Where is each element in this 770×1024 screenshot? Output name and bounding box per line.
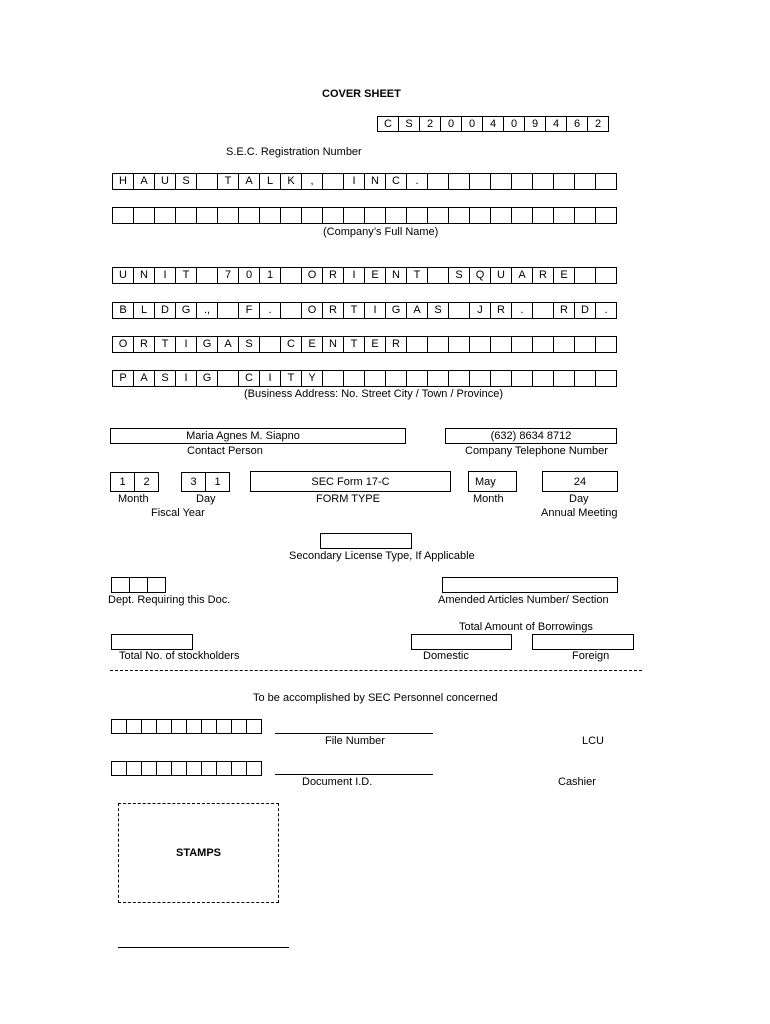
address-cell: E: [554, 268, 575, 283]
company-name-cell: I: [344, 174, 365, 189]
address-cell: [596, 371, 617, 386]
address-cell: C: [239, 371, 260, 386]
form-type-label: FORM TYPE: [316, 493, 380, 505]
company-name-cell: [386, 208, 407, 223]
company-name-cell: [533, 174, 554, 189]
document-id-cell: [247, 762, 262, 775]
address-cell: R: [386, 337, 407, 352]
company-name-cell: [155, 208, 176, 223]
company-name-cell: [260, 208, 281, 223]
company-name-cell: [218, 208, 239, 223]
file-number-cell: [187, 720, 202, 733]
company-name-cell: U: [155, 174, 176, 189]
annual-meeting-label: Annual Meeting: [541, 507, 618, 519]
address-cell: [575, 337, 596, 352]
document-id-cell: [127, 762, 142, 775]
address-cell: [512, 371, 533, 386]
file-number-cell: [127, 720, 142, 733]
document-id-label: Document I.D.: [302, 776, 373, 788]
address-cell: N: [323, 337, 344, 352]
address-cell: S: [239, 337, 260, 352]
company-name-cell: [197, 174, 218, 189]
sec-registration-cell: 0: [504, 117, 525, 131]
stamps-label: STAMPS: [175, 847, 222, 859]
contact-person-field[interactable]: [110, 428, 406, 444]
secondary-license-field[interactable]: [320, 533, 412, 549]
address-cell: R: [323, 268, 344, 283]
company-name-cell: [365, 208, 386, 223]
address-row-2: [112, 302, 617, 319]
amended-articles-field[interactable]: [442, 577, 618, 593]
address-cell: [218, 371, 239, 386]
address-cell: R: [491, 303, 512, 318]
business-address-label: (Business Address: No. Street City / Town / Province): [244, 388, 504, 400]
address-cell: [449, 337, 470, 352]
separator-line: [110, 670, 642, 671]
address-cell: I: [260, 371, 281, 386]
company-name-cell: [323, 208, 344, 223]
annual-month-field[interactable]: [468, 471, 517, 492]
address-cell: U: [491, 268, 512, 283]
address-cell: 7: [218, 268, 239, 283]
file-number-cell: [172, 720, 187, 733]
company-name-cell: L: [260, 174, 281, 189]
address-cell: [197, 268, 218, 283]
file-number-cell: [232, 720, 247, 733]
address-cell: I: [155, 268, 176, 283]
company-name-cell: [554, 174, 575, 189]
company-name-cell: S: [176, 174, 197, 189]
address-cell: [449, 371, 470, 386]
address-cell: G: [386, 303, 407, 318]
address-cell: [281, 303, 302, 318]
annual-day-label: Day: [569, 493, 589, 505]
file-number-grid[interactable]: [111, 719, 262, 734]
company-name-cell: [575, 208, 596, 223]
company-name-cell: N: [365, 174, 386, 189]
company-name-cell: [449, 208, 470, 223]
address-cell: S: [155, 371, 176, 386]
company-name-cell: [470, 208, 491, 223]
company-name-cell: .: [407, 174, 428, 189]
address-cell: T: [344, 303, 365, 318]
fiscal-day-label: Day: [196, 493, 216, 505]
address-cell: O: [302, 303, 323, 318]
sec-registration-grid: [377, 116, 609, 132]
file-number-cell: [157, 720, 172, 733]
sec-registration-cell: 4: [546, 117, 567, 131]
address-cell: G: [197, 337, 218, 352]
address-cell: [407, 371, 428, 386]
form-type-field[interactable]: [250, 471, 451, 492]
address-cell: [365, 371, 386, 386]
document-id-line: [275, 774, 433, 775]
address-cell: R: [134, 337, 155, 352]
fiscal-month-label: Month: [118, 493, 149, 505]
address-cell: A: [407, 303, 428, 318]
address-cell: [596, 268, 617, 283]
address-cell: I: [176, 337, 197, 352]
dept-cell: [130, 578, 148, 592]
sec-registration-label: S.E.C. Registration Number: [226, 146, 362, 158]
signature-line: [118, 947, 289, 948]
dept-label: Dept. Requiring this Doc.: [108, 594, 231, 606]
address-cell: [407, 337, 428, 352]
address-cell: I: [365, 303, 386, 318]
annual-day-field[interactable]: [542, 471, 618, 492]
address-cell: [386, 371, 407, 386]
company-name-cell: [491, 174, 512, 189]
address-cell: S: [449, 268, 470, 283]
company-name-row-2: [112, 207, 617, 224]
address-cell: [575, 268, 596, 283]
fiscal-month-grid: [110, 472, 159, 492]
stockholders-label: Total No. of stockholders: [119, 650, 240, 662]
company-name-cell: [281, 208, 302, 223]
address-cell: 0: [239, 268, 260, 283]
address-cell: [428, 371, 449, 386]
address-cell: [554, 337, 575, 352]
stamps-box: [118, 803, 279, 903]
document-id-cell: [232, 762, 247, 775]
company-name-cell: ,: [302, 174, 323, 189]
address-cell: Y: [302, 371, 323, 386]
amended-articles-label: Amended Articles Number/ Section: [438, 594, 609, 606]
address-cell: E: [365, 268, 386, 283]
address-cell: [596, 337, 617, 352]
document-id-cell: [157, 762, 172, 775]
secondary-license-label: Secondary License Type, If Applicable: [289, 550, 475, 562]
lcu-label: LCU: [582, 735, 605, 747]
address-cell: I: [344, 268, 365, 283]
company-name-cell: [596, 174, 617, 189]
company-name-cell: K: [281, 174, 302, 189]
address-cell: O: [302, 268, 323, 283]
contact-person-value: Maria Agnes M. Siapno: [186, 430, 300, 442]
address-cell: I: [176, 371, 197, 386]
address-row-3: [112, 336, 617, 353]
address-cell: [323, 371, 344, 386]
address-row-4: [112, 370, 617, 387]
document-id-cell: [142, 762, 157, 775]
annual-day-value: 24: [573, 475, 587, 488]
contact-person-label: Contact Person: [187, 445, 263, 457]
dept-grid[interactable]: [111, 577, 166, 593]
address-cell: [491, 337, 512, 352]
address-cell: [428, 337, 449, 352]
sec-registration-cell: C: [378, 117, 399, 131]
address-cell: [344, 371, 365, 386]
sec-registration-cell: 2: [420, 117, 441, 131]
file-number-cell: [247, 720, 262, 733]
address-cell: R: [554, 303, 575, 318]
address-cell: .,: [197, 303, 218, 318]
telephone-field[interactable]: [445, 428, 617, 444]
telephone-value: (632) 8634 8712: [490, 430, 572, 442]
address-cell: [281, 268, 302, 283]
address-cell: T: [155, 337, 176, 352]
form-type-value: SEC Form 17-C: [311, 475, 390, 488]
cashier-label: Cashier: [558, 776, 596, 788]
company-name-cell: [428, 208, 449, 223]
file-number-label: File Number: [325, 735, 385, 747]
address-cell: A: [512, 268, 533, 283]
address-cell: [533, 337, 554, 352]
sec-registration-cell: 2: [588, 117, 609, 131]
document-id-cell: [172, 762, 187, 775]
fiscal-month-cell: 2: [135, 473, 159, 491]
address-cell: A: [218, 337, 239, 352]
company-name-cell: [512, 174, 533, 189]
address-cell: D: [155, 303, 176, 318]
company-name-cell: H: [113, 174, 134, 189]
dept-cell: [148, 578, 166, 592]
company-name-cell: [407, 208, 428, 223]
company-name-cell: [554, 208, 575, 223]
address-cell: T: [407, 268, 428, 283]
sec-registration-cell: 0: [441, 117, 462, 131]
foreign-field[interactable]: [532, 634, 634, 650]
sec-registration-cell: S: [399, 117, 420, 131]
company-name-cell: [449, 174, 470, 189]
sec-registration-cell: 4: [483, 117, 504, 131]
sec-registration-cell: 9: [525, 117, 546, 131]
company-name-cell: T: [218, 174, 239, 189]
company-name-cell: [428, 174, 449, 189]
address-cell: N: [134, 268, 155, 283]
annual-month-label: Month: [473, 493, 504, 505]
document-id-cell: [217, 762, 232, 775]
document-id-cell: [187, 762, 202, 775]
sec-personnel-label: To be accomplished by SEC Personnel concerned: [253, 692, 498, 704]
address-cell: [470, 337, 491, 352]
address-cell: T: [176, 268, 197, 283]
company-name-cell: [113, 208, 134, 223]
company-name-cell: A: [134, 174, 155, 189]
address-cell: U: [113, 268, 134, 283]
address-cell: [470, 371, 491, 386]
sec-registration-cell: 6: [567, 117, 588, 131]
address-cell: .: [596, 303, 617, 318]
foreign-label: Foreign: [572, 650, 610, 662]
document-id-cell: [112, 762, 127, 775]
address-cell: L: [134, 303, 155, 318]
file-number-line: [275, 733, 433, 734]
company-name-cell: [575, 174, 596, 189]
fiscal-day-grid: [181, 472, 230, 492]
address-cell: D: [575, 303, 596, 318]
address-cell: E: [365, 337, 386, 352]
address-row-1: [112, 267, 617, 284]
address-cell: .: [260, 303, 281, 318]
address-cell: R: [323, 303, 344, 318]
company-name-label: (Company’s Full Name): [323, 226, 439, 238]
address-cell: T: [344, 337, 365, 352]
address-cell: C: [281, 337, 302, 352]
address-cell: Q: [470, 268, 491, 283]
document-id-cell: [202, 762, 217, 775]
file-number-cell: [217, 720, 232, 733]
borrowings-label: Total Amount of Borrowings: [459, 621, 593, 633]
company-name-cell: [176, 208, 197, 223]
address-cell: B: [113, 303, 134, 318]
company-name-cell: [197, 208, 218, 223]
address-cell: R: [533, 268, 554, 283]
page-title: COVER SHEET: [322, 88, 401, 100]
address-cell: [533, 303, 554, 318]
dept-cell: [112, 578, 130, 592]
company-name-cell: [134, 208, 155, 223]
company-name-cell: [533, 208, 554, 223]
domestic-label: Domestic: [423, 650, 469, 662]
company-name-cell: [323, 174, 344, 189]
sec-registration-cell: 0: [462, 117, 483, 131]
address-cell: G: [197, 371, 218, 386]
address-cell: [260, 337, 281, 352]
annual-month-value: May: [475, 475, 496, 488]
company-name-cell: [491, 208, 512, 223]
company-name-cell: [239, 208, 260, 223]
address-cell: T: [281, 371, 302, 386]
fiscal-day-cell: 1: [206, 473, 230, 491]
address-cell: .: [512, 303, 533, 318]
company-name-cell: C: [386, 174, 407, 189]
address-cell: [533, 371, 554, 386]
company-name-cell: [344, 208, 365, 223]
domestic-field[interactable]: [411, 634, 512, 650]
address-cell: [428, 268, 449, 283]
file-number-cell: [202, 720, 217, 733]
address-cell: J: [470, 303, 491, 318]
fiscal-year-label: Fiscal Year: [151, 507, 205, 519]
fiscal-month-cell: 1: [111, 473, 135, 491]
file-number-cell: [112, 720, 127, 733]
address-cell: F: [239, 303, 260, 318]
fiscal-day-cell: 3: [182, 473, 206, 491]
company-name-cell: [596, 208, 617, 223]
address-cell: A: [134, 371, 155, 386]
company-name-cell: [302, 208, 323, 223]
address-cell: O: [113, 337, 134, 352]
stockholders-field[interactable]: [111, 634, 193, 650]
address-cell: [554, 371, 575, 386]
address-cell: S: [428, 303, 449, 318]
file-number-cell: [142, 720, 157, 733]
address-cell: G: [176, 303, 197, 318]
company-name-row-1: [112, 173, 617, 190]
address-cell: [218, 303, 239, 318]
address-cell: N: [386, 268, 407, 283]
address-cell: E: [302, 337, 323, 352]
telephone-label: Company Telephone Number: [465, 445, 608, 457]
company-name-cell: [512, 208, 533, 223]
address-cell: [512, 337, 533, 352]
document-id-grid[interactable]: [111, 761, 262, 776]
company-name-cell: [470, 174, 491, 189]
address-cell: [449, 303, 470, 318]
address-cell: [575, 371, 596, 386]
company-name-cell: A: [239, 174, 260, 189]
address-cell: 1: [260, 268, 281, 283]
address-cell: [491, 371, 512, 386]
address-cell: P: [113, 371, 134, 386]
